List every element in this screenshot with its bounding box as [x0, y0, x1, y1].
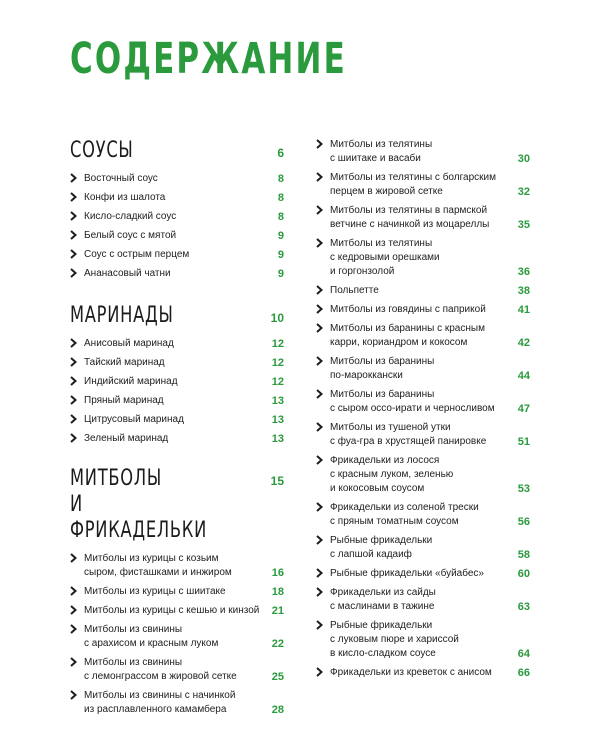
toc-entry[interactable]: [70, 191, 284, 205]
toc-entry[interactable]: [316, 567, 530, 581]
toc-entry-title: Белый соус с мятой: [84, 230, 177, 241]
toc-entry-title: Восточный соус: [84, 173, 158, 184]
toc-entry-title: Рыбные фрикадельки с лапшой кадаиф: [330, 535, 433, 560]
chevron-right-icon: [316, 620, 324, 630]
toc-section: [70, 303, 284, 446]
chevron-right-icon: [70, 395, 78, 405]
toc-entry-page: 51: [517, 436, 530, 448]
toc-entry-title: Митболы из свинины с начинкой из расплавленного камамбера: [84, 690, 236, 715]
toc-entry[interactable]: [70, 267, 284, 281]
toc-entry-page: 8: [277, 192, 284, 204]
toc-entry[interactable]: [316, 619, 530, 661]
toc-entry-title: Митболы из баранины по-мароккански: [330, 356, 435, 381]
toc-entry-page: 63: [517, 601, 530, 613]
toc-entry-page: 30: [517, 153, 530, 165]
chevron-right-icon: [70, 192, 78, 202]
toc-entry[interactable]: [316, 534, 530, 562]
toc-entry-page: 38: [517, 285, 530, 297]
toc-entry-title: Митболы из телятины с кедровыми орешками и горгонзолой: [330, 238, 440, 277]
toc-section: [70, 138, 284, 281]
chevron-right-icon: [316, 323, 324, 333]
section-page: 15: [270, 474, 284, 488]
toc-entry-title: Митболы из говядины с паприкой: [330, 304, 486, 315]
chevron-right-icon: [70, 586, 78, 596]
chevron-right-icon: [316, 587, 324, 597]
toc-entry[interactable]: [316, 138, 530, 166]
chevron-right-icon: [316, 535, 324, 545]
toc-entry-page: 9: [277, 268, 284, 280]
chevron-right-icon: [70, 657, 78, 667]
chevron-right-icon: [70, 376, 78, 386]
toc-entry-title: Рыбные фрикадельки «буйабес»: [330, 568, 484, 579]
chevron-right-icon: [70, 173, 78, 183]
toc-entry-page: 44: [517, 370, 530, 382]
toc-entry-page: 56: [517, 516, 530, 528]
toc-entry-page: 28: [271, 704, 284, 716]
toc-entry-page: 18: [271, 586, 284, 598]
toc-entry-page: 64: [517, 648, 530, 660]
toc-entry[interactable]: [70, 552, 284, 580]
toc-entry[interactable]: [316, 454, 530, 496]
chevron-right-icon: [316, 205, 324, 215]
section-title: СОУСЫ: [70, 138, 134, 163]
chevron-right-icon: [316, 304, 324, 314]
toc-entry[interactable]: [316, 204, 530, 232]
section-title: МИТБОЛЫ И ФРИКАДЕЛЬКИ: [70, 466, 208, 543]
toc-entry-title: Пряный маринад: [84, 395, 164, 406]
chevron-right-icon: [70, 433, 78, 443]
chevron-right-icon: [316, 502, 324, 512]
toc-entry[interactable]: [316, 666, 530, 680]
toc-entry-title: Рыбные фрикадельки с луковым пюре и хариссой в кисло-сладком соусе: [330, 620, 459, 659]
chevron-right-icon: [316, 172, 324, 182]
toc-entry[interactable]: [70, 210, 284, 224]
toc-entry-title: Митболы из телятины в пармской ветчине с начинкой из моцареллы: [330, 205, 490, 230]
toc-entry-page: 12: [271, 376, 284, 388]
toc-entry-page: 47: [517, 403, 530, 415]
toc-entry-title: Анисовый маринад: [84, 338, 174, 349]
toc-entry[interactable]: [316, 284, 530, 298]
toc-entry[interactable]: [70, 689, 284, 717]
toc-entry-title: Конфи из шалота: [84, 192, 166, 203]
toc-entry[interactable]: [316, 237, 530, 279]
toc-entry-title: Фрикадельки из креветок с анисом: [330, 667, 492, 678]
toc-entry[interactable]: [316, 586, 530, 614]
toc-entry-title: Митболы из свинины с лемонграссом в жировой сетке: [84, 657, 237, 682]
toc-entry[interactable]: [316, 501, 530, 529]
toc-entry[interactable]: [70, 656, 284, 684]
toc-entry-page: 36: [517, 266, 530, 278]
toc-entry-title: Митболы из тушеной утки с фуа-гра в хрустящей панировке: [330, 422, 487, 447]
toc-entry-page: 60: [517, 568, 530, 580]
section-header[interactable]: [70, 303, 284, 329]
toc-entry-page: 58: [517, 549, 530, 561]
toc-entry-page: 35: [517, 219, 530, 231]
chevron-right-icon: [316, 455, 324, 465]
chevron-right-icon: [70, 624, 78, 634]
toc-entry-page: 8: [277, 173, 284, 185]
toc-entry-page: 12: [271, 338, 284, 350]
toc-entry-page: 9: [277, 249, 284, 261]
toc-entry-title: Митболы из телятины с болгарским перцем в жировой сетке: [330, 172, 496, 197]
toc-entry[interactable]: [316, 355, 530, 383]
toc-entry-page: 13: [271, 433, 284, 445]
toc-entry[interactable]: [70, 229, 284, 243]
toc-entry-title: Митболы из курицы с козьим сыром, фисташками и инжиром: [84, 553, 232, 578]
section-page: 6: [277, 146, 284, 160]
toc-entry-title: Кисло-сладкий соус: [84, 211, 177, 222]
toc-entry-page: 13: [271, 395, 284, 407]
toc-entry-title: Индийский маринад: [84, 376, 178, 387]
chevron-right-icon: [316, 356, 324, 366]
toc-entry-page: 53: [517, 483, 530, 495]
toc-entry-page: 12: [271, 357, 284, 369]
chevron-right-icon: [70, 338, 78, 348]
toc-entry[interactable]: [316, 388, 530, 416]
toc-entry-title: Тайский маринад: [84, 357, 165, 368]
toc-entry-title: Митболы из баранины с красным карри, кориандром и кокосом: [330, 323, 485, 348]
toc-entry[interactable]: [70, 375, 284, 389]
chevron-right-icon: [70, 357, 78, 367]
toc-entry[interactable]: [70, 585, 284, 599]
toc-entry[interactable]: [70, 413, 284, 427]
toc-entry[interactable]: [70, 623, 284, 651]
toc-entry[interactable]: [316, 171, 530, 199]
toc-entry-page: 21: [271, 605, 284, 617]
chevron-right-icon: [316, 285, 324, 295]
section-title: МАРИНАДЫ: [70, 303, 174, 328]
toc-entry-title: Соус с острым перцем: [84, 249, 190, 260]
chevron-right-icon: [70, 268, 78, 278]
toc-entry-title: Митболы из баранины с сыром оссо-ирати и черносливом: [330, 389, 495, 414]
toc-entry-page: 32: [517, 186, 530, 198]
toc-entry-title: Фрикадельки из лосося с красным луком, зеленью и кокосовым соусом: [330, 455, 454, 494]
toc-entry-title: Митболы из телятины с шиитаке и васаби: [330, 139, 433, 164]
chevron-right-icon: [316, 568, 324, 578]
chevron-right-icon: [316, 238, 324, 248]
toc-entry-page: 41: [517, 304, 530, 316]
toc-right-column: [316, 138, 530, 685]
chevron-right-icon: [70, 211, 78, 221]
toc-entry-title: Польпетте: [330, 285, 379, 296]
toc-section: [70, 466, 284, 717]
toc-entry-page: 9: [277, 230, 284, 242]
page-title: СОДЕРЖАНИЕ: [70, 34, 347, 84]
toc-entry[interactable]: [316, 322, 530, 350]
toc-entry-page: 8: [277, 211, 284, 223]
toc-entry[interactable]: [70, 172, 284, 186]
toc-entry-title: Ананасовый чатни: [84, 268, 171, 279]
toc-entry-title: Митболы из свинины с арахисом и красным луком: [84, 624, 219, 649]
chevron-right-icon: [316, 667, 324, 677]
chevron-right-icon: [70, 553, 78, 563]
toc-entry-page: 22: [271, 638, 284, 650]
chevron-right-icon: [70, 230, 78, 240]
toc-entry-title: Цитрусовый маринад: [84, 414, 184, 425]
chevron-right-icon: [70, 690, 78, 700]
toc-entry-page: 66: [517, 667, 530, 679]
toc-entry[interactable]: [316, 303, 530, 317]
section-header[interactable]: [70, 138, 284, 164]
section-page: 10: [270, 311, 284, 325]
toc-entry[interactable]: [70, 356, 284, 370]
toc-entry-title: Митболы из курицы с шиитаке: [84, 586, 226, 597]
toc-entry-page: 13: [271, 414, 284, 426]
toc-entry[interactable]: [70, 337, 284, 351]
toc-entry-title: Фрикадельки из сайды с маслинами в тажине: [330, 587, 436, 612]
section-header[interactable]: [70, 466, 284, 544]
chevron-right-icon: [70, 249, 78, 259]
toc-entry-page: 42: [517, 337, 530, 349]
toc-entry[interactable]: [70, 394, 284, 408]
chevron-right-icon: [316, 422, 324, 432]
toc-entry-title: Фрикадельки из соленой трески с пряным томатным соусом: [330, 502, 479, 527]
chevron-right-icon: [316, 139, 324, 149]
chevron-right-icon: [316, 389, 324, 399]
toc-entry[interactable]: [316, 421, 530, 449]
toc-entry-page: 25: [271, 671, 284, 683]
toc-entry-title: Митболы из курицы с кешью и кинзой: [84, 605, 260, 616]
toc-left-column: [70, 138, 284, 722]
toc-entry[interactable]: [70, 248, 284, 262]
toc-entry[interactable]: [70, 604, 284, 618]
chevron-right-icon: [70, 414, 78, 424]
chevron-right-icon: [70, 605, 78, 615]
toc-entry-page: 16: [271, 567, 284, 579]
toc-entry-title: Зеленый маринад: [84, 433, 169, 444]
toc-entry[interactable]: [70, 432, 284, 446]
